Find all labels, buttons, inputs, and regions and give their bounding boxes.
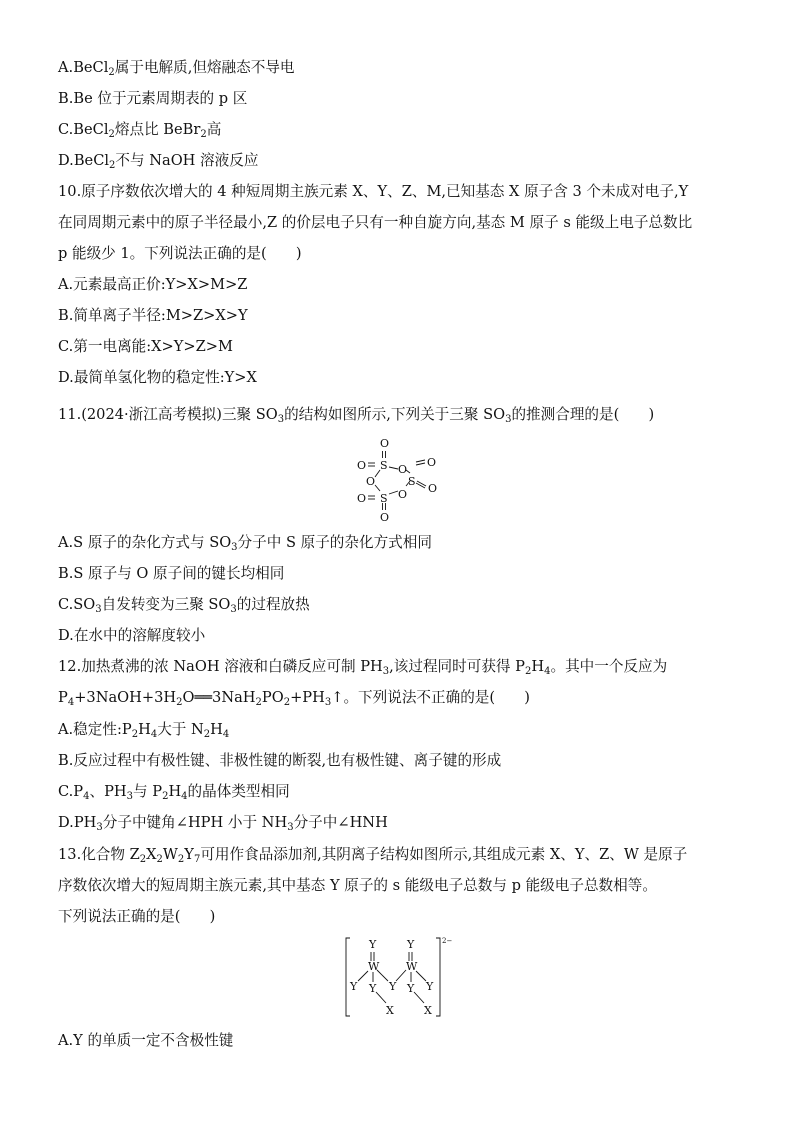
figure-atom-y: Y xyxy=(426,980,434,993)
q10-option-a: A.元素最高正价:Y>X>M>Z xyxy=(58,276,248,293)
q11-stem: 11.(2024·浙江高考模拟)三聚 $SO_3$的结构如图所示,下列关于三聚 $SO_3$的推测合理的是( ) xyxy=(58,406,655,425)
figure-atom-o: O xyxy=(380,511,390,524)
q13-stem-line1: 13.化合物 $Z_2X_2W_2Y_7$可用作食品添加剂,其阴离子结构如图所示,其组成元素 X、Y、Z、W 是原子 xyxy=(58,846,688,865)
q12-option-c: $C.P_4$、$PH_3$与 $P_2H_4$的晶体类型相同 xyxy=(58,783,290,802)
q9-option-c: C.BeCl$_2$熔点比 BeBr$_2$高 xyxy=(58,121,222,140)
figure-atom-o: O xyxy=(366,475,376,488)
q11-option-d: D.在水中的溶解度较小 xyxy=(58,627,206,644)
q12-option-d: $D.PH_3$分子中键角∠HPH 小于 $NH_3$分子中∠HNH xyxy=(58,814,388,833)
q9-option-d: D.BeCl$_2$不与 NaOH 溶液反应 xyxy=(58,152,259,171)
q12-option-b: B.反应过程中有极性键、非极性键的断裂,也有极性键、离子键的形成 xyxy=(58,752,502,769)
q11-option-a: A.S 原子的杂化方式与 $SO_3$分子中 S 原子的杂化方式相同 xyxy=(58,534,432,553)
figure-charge-label: 2− xyxy=(442,937,453,945)
q9-option-a: A.BeCl$_2$属于电解质,但熔融态不导电 xyxy=(58,59,295,78)
figure-atom-x: X xyxy=(386,1004,394,1017)
q12-stem-line1: 12.加热煮沸的浓 NaOH 溶液和白磷反应可制 $PH_3$,该过程同时可获得 $P_2H_4$。其中一个反应为 xyxy=(58,658,668,677)
q10-option-c: C.第一电离能:X>Y>Z>M xyxy=(58,338,233,355)
figure-atom-x: X xyxy=(424,1004,432,1017)
q11-option-b: B.S 原子与 O 原子间的键长均相同 xyxy=(58,565,285,582)
q13-option-a: A.Y 的单质一定不含极性键 xyxy=(58,1032,234,1049)
figure-atom-o: O xyxy=(398,463,408,476)
q12-option-a: A.稳定性$:P_2H_4$大于 $N_2H_4$ xyxy=(58,721,230,740)
figure-atom-o: O xyxy=(398,488,408,501)
figure-atom-y: Y xyxy=(369,982,377,995)
figure-atom-y: Y xyxy=(389,980,397,993)
q10-stem-line3: p 能级少 1。下列说法正确的是( ) xyxy=(58,245,302,262)
figure-atom-o: O xyxy=(357,492,367,505)
q10-stem-line1: 10.原子序数依次增大的 4 种短周期主族元素 X、Y、Z、M,已知基态 X 原子含 3 个未成对电子,Y xyxy=(58,183,689,200)
q11-option-c: $C.SO_3$自发转变为三聚 $SO_3$的过程放热 xyxy=(58,596,310,615)
figure-atom-o: O xyxy=(427,456,437,469)
figure-atom-o: O xyxy=(357,459,367,472)
trimer-so3-structure-figure xyxy=(344,436,444,528)
q13-stem-line3: 下列说法正确的是( ) xyxy=(58,908,216,925)
figure-atom-s: S xyxy=(380,492,388,505)
figure-atom-y: Y xyxy=(350,980,358,993)
figure-atom-o: O xyxy=(428,482,438,495)
q9-option-b: B.Be 位于元素周期表的 p 区 xyxy=(58,90,248,107)
figure-atom-w: W xyxy=(368,960,380,973)
q10-option-b: B.简单离子半径:M>Z>X>Y xyxy=(58,307,248,324)
figure-atom-y: Y xyxy=(407,982,415,995)
q10-option-d: D.最简单氢化物的稳定性:Y>X xyxy=(58,369,257,386)
figure-atom-s: S xyxy=(408,475,416,488)
figure-atom-y: Y xyxy=(369,938,377,951)
q12-equation-line: $P_4+3NaOH+3H_2O══3NaH_2PO_2+PH_3↑$。下列说法不正确的是( ) xyxy=(58,689,530,708)
q10-stem-line2: 在同周期元素中的原子半径最小,Z 的价层电子只有一种自旋方向,基态 M 原子 s 能级上电子总数比 xyxy=(58,214,693,231)
anion-structure-figure xyxy=(338,934,460,1022)
figure-atom-w: W xyxy=(406,960,418,973)
q13-stem-line2: 序数依次增大的短周期主族元素,其中基态 Y 原子的 s 能级电子总数与 p 能级电子总数相等。 xyxy=(58,877,657,894)
figure-atom-s: S xyxy=(380,459,388,472)
figure-atom-o: O xyxy=(380,437,390,450)
figure-atom-y: Y xyxy=(407,938,415,951)
